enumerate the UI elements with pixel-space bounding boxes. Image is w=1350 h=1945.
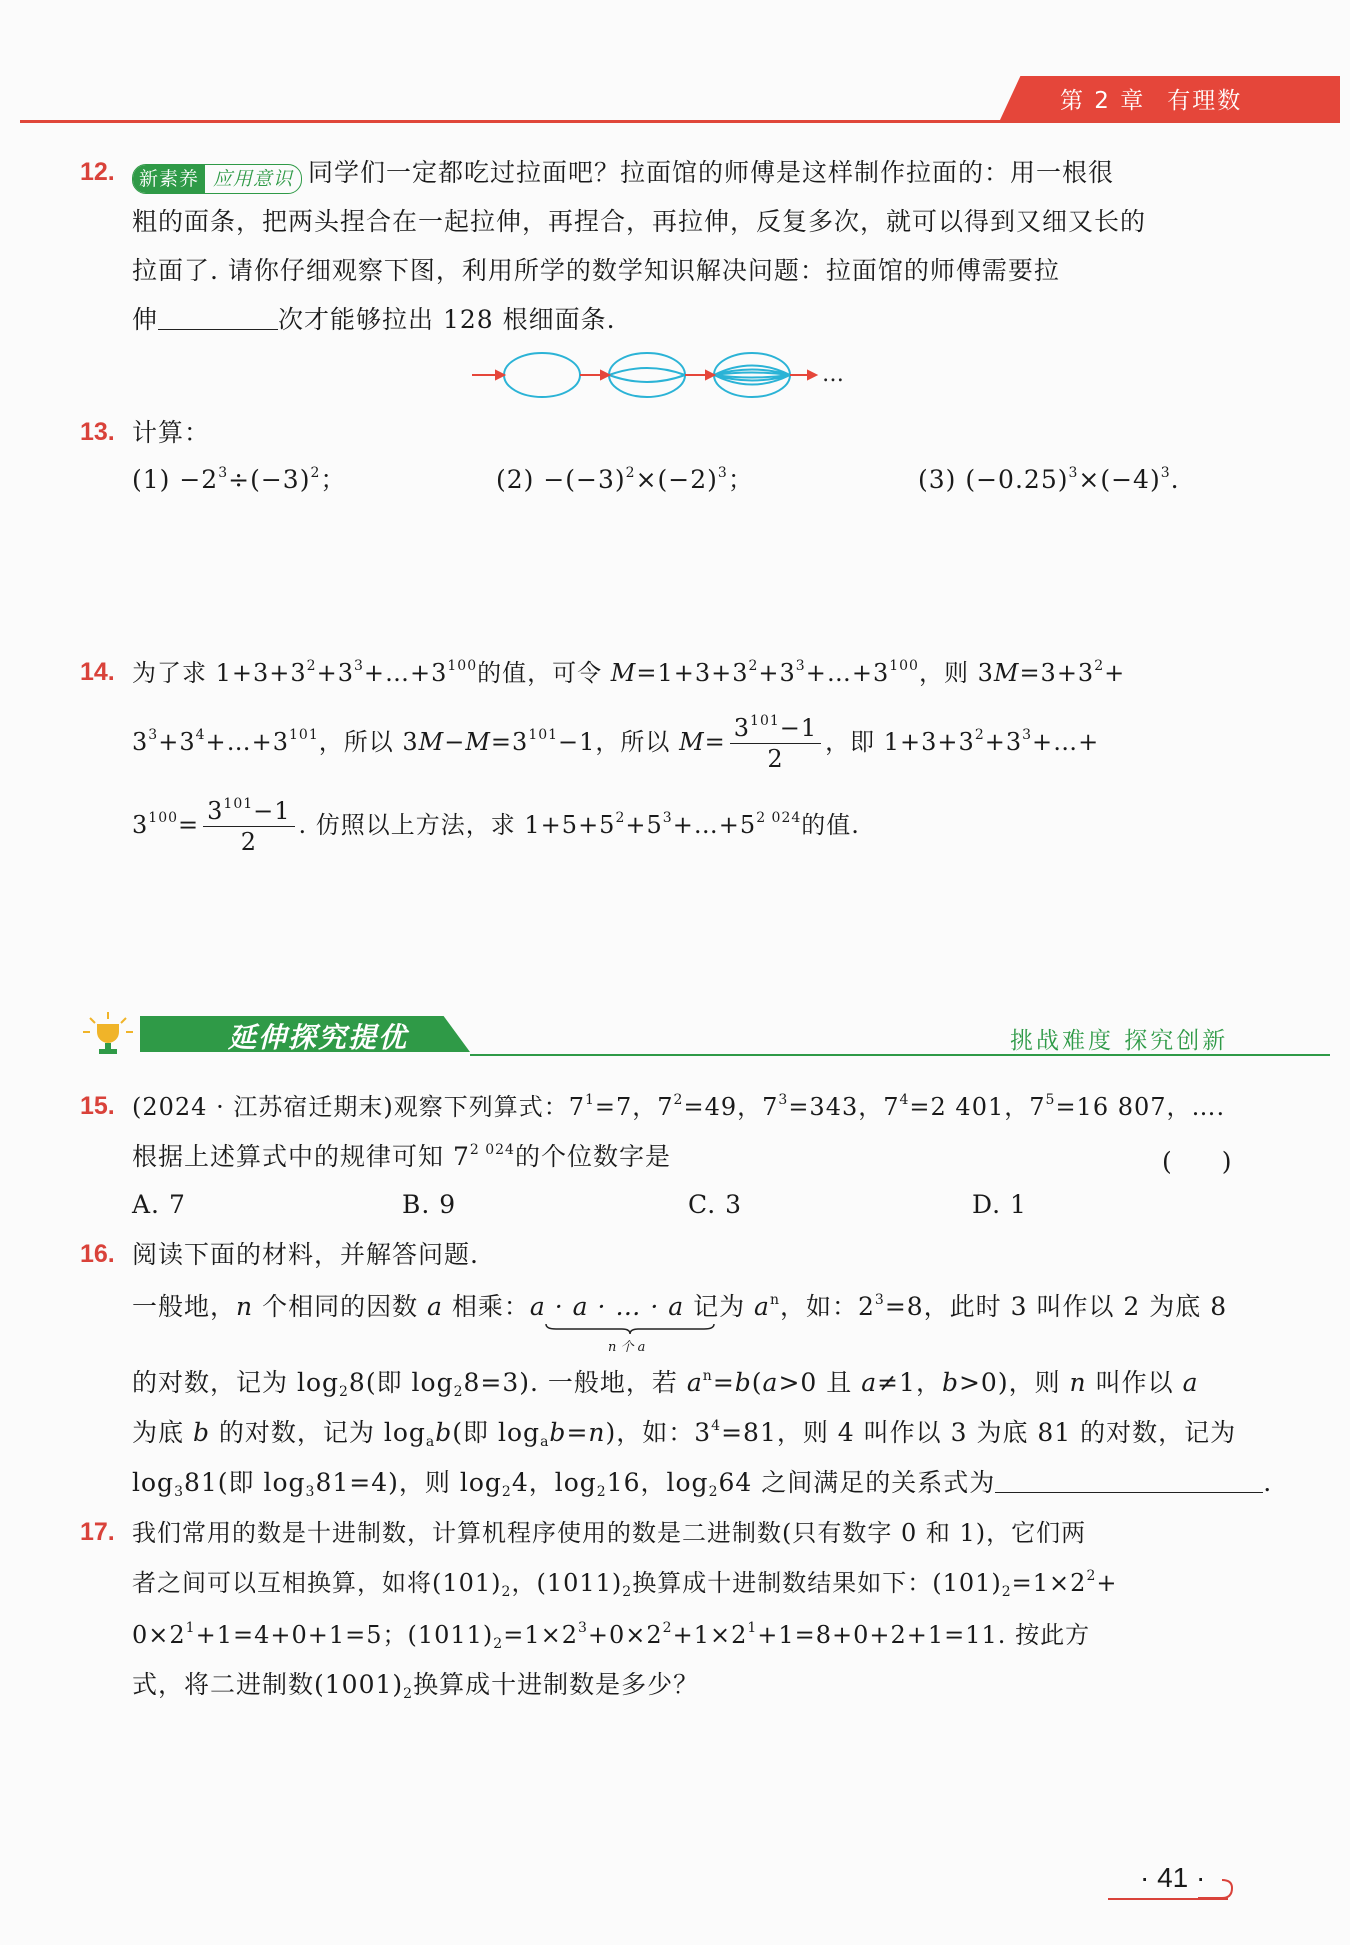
noodle-loop-2-inner <box>609 368 685 382</box>
noodle-loop-1 <box>504 353 580 397</box>
chapter-label <box>1060 82 1264 115</box>
t: =3+3 <box>1019 659 1095 687</box>
question-15-line-2 <box>132 1142 671 1172</box>
option-a[interactable]: A. 7 <box>132 1190 186 1219</box>
t: +3 <box>316 659 354 687</box>
q12-answer-blank[interactable] <box>158 329 278 330</box>
t: 3 <box>132 811 149 839</box>
t: 8(即 log <box>348 1368 454 1397</box>
var-m: M <box>679 728 705 756</box>
p2-exp2: 3 <box>717 465 728 481</box>
t: 0×2 <box>132 1621 186 1649</box>
extension-title: 延伸探究提优 <box>228 1021 409 1054</box>
s: 2 <box>596 1484 607 1500</box>
question-12-line-4 <box>132 305 616 335</box>
p3-exp: 3 <box>1068 465 1079 481</box>
t: +3 <box>758 659 796 687</box>
t: 81=4)，则 log <box>315 1468 502 1497</box>
trophy-icon <box>80 1010 136 1056</box>
t: ，即 1+3+3 <box>825 728 975 756</box>
t: ≠1， <box>877 1368 942 1397</box>
e: 3 <box>148 727 159 743</box>
s: 2 <box>501 1584 512 1600</box>
e: 100 <box>148 810 179 826</box>
question-14-line-3 <box>132 795 860 857</box>
e: 2 <box>1094 658 1105 674</box>
var-m: M <box>610 659 637 687</box>
e: 3 <box>874 1292 885 1308</box>
t: ( <box>751 1368 763 1397</box>
question-12-line-2: 粗的面条，把两头捏合在一起拉伸，再捏合，再拉伸，反复多次，就可以得到又细又长的 <box>132 207 1147 236</box>
product-expression: a · a · … · a <box>529 1292 685 1321</box>
t: ，(1011) <box>511 1569 623 1597</box>
t: ，则 3 <box>918 659 994 687</box>
t: +…+3 <box>805 659 890 687</box>
t: n <box>236 1292 254 1321</box>
t: 根据上述算式中的规律可知 7 <box>132 1142 470 1171</box>
t: −1 <box>253 797 291 825</box>
fraction-1 <box>730 713 821 774</box>
t: +…+3 <box>363 659 448 687</box>
s: 2 <box>339 1384 349 1400</box>
underbrace-label: n 个 a <box>608 1340 646 1355</box>
t: a <box>861 1368 878 1397</box>
t: =1×2 <box>503 1621 578 1649</box>
option-d[interactable]: D. 1 <box>972 1190 1027 1219</box>
p2-a: (2) −(−3) <box>496 465 626 494</box>
p1-b: ÷(−3) <box>228 465 311 494</box>
t: +1=4+0+1=5；(1011) <box>195 1621 494 1649</box>
t: =49，7 <box>683 1093 779 1121</box>
e: 3 <box>1022 727 1033 743</box>
t: . <box>1263 1468 1273 1497</box>
t: + <box>1104 659 1126 687</box>
e: 2 <box>662 1620 673 1636</box>
t: 64 之间满足的关系式为 <box>718 1468 996 1497</box>
e: 2 <box>748 658 759 674</box>
e: 100 <box>447 658 478 674</box>
e: 1 <box>747 1620 758 1636</box>
t: = <box>566 1418 589 1447</box>
question-12-number: 12. <box>80 158 115 186</box>
t: =16 807，…. <box>1055 1093 1226 1121</box>
t: = <box>704 728 726 756</box>
q12-text-4b: 次才能够拉出 128 根细面条. <box>278 305 616 334</box>
t: 3 <box>132 728 149 756</box>
q12-text-4a: 伸 <box>132 305 159 334</box>
p1-end: ； <box>320 465 347 494</box>
answer-parentheses[interactable]: ( ) <box>1162 1147 1232 1176</box>
e: 101 <box>223 796 254 812</box>
t: 8=3). 一般地，若 <box>463 1368 687 1397</box>
t: a <box>754 1292 770 1321</box>
s: a <box>425 1434 436 1450</box>
extension-subtitle: 挑战难度 探究创新 <box>1010 1028 1229 1054</box>
t: =3 <box>490 728 529 756</box>
e: 2 <box>306 658 317 674</box>
t: −1，所以 <box>558 728 680 756</box>
t: = <box>178 811 200 839</box>
t: 个相同的因数 <box>253 1292 428 1321</box>
t: 的对数，记为 log <box>132 1368 339 1397</box>
t: 换算成十进制数结果如下：(101) <box>632 1569 1002 1597</box>
question-16-line-3 <box>132 1368 1198 1398</box>
s: 2 <box>708 1484 719 1500</box>
s: 3 <box>174 1484 184 1500</box>
t: a <box>686 1368 703 1397</box>
t: +1×2 <box>672 1621 748 1649</box>
t: 的值. <box>801 811 860 839</box>
q12-text-1: 同学们一定都吃过拉面吧？拉面馆的师傅是这样制作拉面的：用一根很 <box>308 158 1115 187</box>
t: 者之间可以互相换算，如将(101) <box>132 1569 502 1597</box>
e: 5 <box>1045 1092 1056 1108</box>
e: 100 <box>889 658 919 674</box>
t: +…+ <box>1032 728 1100 756</box>
p1-a: (1) −2 <box>132 465 219 494</box>
s: 2 <box>622 1584 633 1600</box>
e: 1 <box>584 1092 595 1108</box>
t: 的个位数字是 <box>514 1142 671 1171</box>
chapter-title: 有理数 <box>1167 88 1243 114</box>
t: =7，7 <box>594 1093 674 1121</box>
t: b <box>192 1418 210 1447</box>
question-14-line-1 <box>132 658 1125 688</box>
t: 为底 <box>132 1418 193 1447</box>
t: )，如：3 <box>605 1418 712 1447</box>
p1-exp2: 2 <box>310 465 321 481</box>
t: a <box>1182 1368 1199 1397</box>
question-17-number: 17. <box>80 1518 115 1546</box>
t: (即 log <box>452 1418 541 1447</box>
t: a <box>427 1292 443 1321</box>
chapter-number: 第 2 章 <box>1060 88 1146 114</box>
t: ，如：2 <box>779 1292 875 1321</box>
underbrace <box>544 1322 716 1336</box>
t: 的值，可令 <box>477 659 611 687</box>
t: n <box>1069 1368 1087 1397</box>
t: >0)，则 <box>958 1368 1070 1397</box>
t: =1+3+3 <box>636 659 749 687</box>
t: 2 <box>240 828 257 856</box>
question-12-line-3: 拉面了. 请你仔细观察下图，利用所学的数学知识解决问题：拉面馆的师傅需要拉 <box>132 256 1060 285</box>
p3-end: . <box>1170 465 1180 494</box>
option-b[interactable]: B. 9 <box>402 1190 457 1219</box>
t: =2 401，7 <box>909 1093 1046 1121</box>
e: 4 <box>711 1418 722 1434</box>
s: 2 <box>493 1636 504 1652</box>
noodle-diagram <box>470 348 850 402</box>
question-17-line-4 <box>132 1670 699 1700</box>
p2-exp: 2 <box>625 465 636 481</box>
page-corner-swoosh-icon <box>1196 1872 1236 1902</box>
t: 叫作以 <box>1086 1368 1183 1397</box>
t: +1=8+0+2+1=11. 按此方 <box>757 1621 1091 1649</box>
t: =8，此时 3 叫作以 2 为底 8 <box>884 1292 1228 1321</box>
t: ，所以 3 <box>318 728 419 756</box>
question-14-number: 14. <box>80 658 115 686</box>
t: 2 <box>767 745 784 773</box>
t: =1×2 <box>1011 1569 1087 1597</box>
t: 为了求 1+3+3 <box>132 659 307 687</box>
p3-b: ×(−4) <box>1078 465 1161 494</box>
t: b <box>435 1418 453 1447</box>
e: 3 <box>353 658 364 674</box>
badge-left: 新素养 <box>133 165 205 193</box>
t: +…+3 <box>205 728 290 756</box>
e: 2 <box>615 810 626 826</box>
s: a <box>540 1434 550 1450</box>
question-17-line-3 <box>132 1620 1090 1650</box>
t: 换算成十进制数是多少？ <box>413 1670 700 1699</box>
t: 3 <box>733 714 751 742</box>
question-13-part-1 <box>132 465 346 495</box>
option-c[interactable]: C. 3 <box>688 1190 743 1219</box>
t: − <box>444 728 466 756</box>
t: 记为 <box>684 1292 755 1321</box>
e: 3 <box>795 658 806 674</box>
q16-answer-blank[interactable] <box>995 1492 1263 1493</box>
var-m: M <box>465 728 491 756</box>
question-15-number: 15. <box>80 1092 115 1120</box>
e: 2 <box>1086 1568 1097 1584</box>
e: 1 <box>185 1620 196 1636</box>
p3-a: (3) (−0.25) <box>918 465 1069 494</box>
question-14-line-2 <box>132 712 1099 774</box>
e: 101 <box>528 727 559 743</box>
e: 3 <box>577 1620 588 1636</box>
t: n <box>588 1418 606 1447</box>
t: +3 <box>158 728 196 756</box>
p1-exp: 3 <box>218 465 229 481</box>
e: 101 <box>289 727 319 743</box>
t: +0×2 <box>587 1621 663 1649</box>
literacy-badge <box>132 164 302 194</box>
question-16-line-5 <box>132 1468 1272 1498</box>
e: 4 <box>899 1092 910 1108</box>
t: 一般地， <box>132 1292 237 1321</box>
diagram-ellipsis: … <box>822 362 844 387</box>
fraction-2 <box>203 796 294 857</box>
t: 式，将二进制数(1001) <box>132 1670 404 1699</box>
t: 3 <box>207 797 224 825</box>
var-m: M <box>993 659 1020 687</box>
badge-right: 应用意识 <box>213 168 294 190</box>
s: 2 <box>453 1384 464 1400</box>
t: log <box>132 1468 175 1497</box>
question-13-part-2 <box>496 465 754 495</box>
s: 3 <box>305 1484 316 1500</box>
t: +5 <box>625 811 663 839</box>
noodle-loop-3-inner <box>714 366 790 385</box>
e: 3 <box>778 1092 789 1108</box>
t: a <box>762 1368 779 1397</box>
t: + <box>1096 1569 1118 1597</box>
e: 101 <box>750 713 780 729</box>
s: 2 <box>403 1686 414 1702</box>
t: = <box>712 1368 735 1397</box>
t: 16，log <box>606 1468 709 1497</box>
question-17-line-1: 我们常用的数是十进制数，计算机程序使用的数是二进制数(只有数字 0 和 1)，它们两 <box>132 1519 1087 1547</box>
e: n <box>769 1292 780 1308</box>
question-13-title: 计算： <box>132 418 211 447</box>
p2-end: ； <box>727 465 754 494</box>
var-m: M <box>418 728 445 756</box>
noodle-loop-3 <box>714 353 790 397</box>
s: 2 <box>1001 1584 1012 1600</box>
t: 81(即 log <box>183 1468 306 1497</box>
t: >0 且 <box>778 1368 862 1397</box>
t: 4，log <box>511 1468 597 1497</box>
t: b <box>549 1418 567 1447</box>
t: +3 <box>984 728 1023 756</box>
question-12-line-1 <box>132 158 1114 194</box>
p3-exp2: 3 <box>1160 465 1171 481</box>
question-16-line-1: 阅读下面的材料，并解答问题. <box>132 1240 479 1269</box>
t: −1 <box>779 714 818 742</box>
t: 的对数，记为 log <box>209 1418 426 1447</box>
p2-b: ×(−2) <box>635 465 718 494</box>
question-16-number: 16. <box>80 1240 115 1268</box>
t: (2024 · 江苏宿迁期末)观察下列算式：7 <box>132 1093 585 1121</box>
question-16-line-2 <box>132 1292 1227 1322</box>
t: =81，则 4 叫作以 3 为底 81 的对数，记为 <box>721 1418 1237 1447</box>
s: 2 <box>501 1484 512 1500</box>
t: b <box>941 1368 959 1397</box>
e: 2 <box>974 727 985 743</box>
e: 2 024 <box>756 810 802 826</box>
e: n <box>702 1368 713 1384</box>
t: . 仿照以上方法，求 1+5+5 <box>298 811 616 839</box>
question-15-line-1 <box>132 1092 1225 1122</box>
question-13-number: 13. <box>80 418 115 446</box>
noodle-loop-2 <box>609 353 685 397</box>
header-rule <box>20 120 1340 123</box>
e: 2 <box>673 1092 684 1108</box>
question-17-line-2 <box>132 1568 1117 1598</box>
t: =343，7 <box>788 1093 900 1121</box>
question-13-part-3 <box>918 465 1180 495</box>
e: 2 024 <box>469 1142 515 1158</box>
e: 3 <box>662 810 673 826</box>
t: b <box>734 1368 752 1397</box>
page-number: · 41 · <box>1140 1862 1206 1893</box>
question-16-line-4 <box>132 1418 1236 1448</box>
t: +…+5 <box>672 811 757 839</box>
t: 相乘： <box>442 1292 530 1321</box>
e: 4 <box>195 727 206 743</box>
